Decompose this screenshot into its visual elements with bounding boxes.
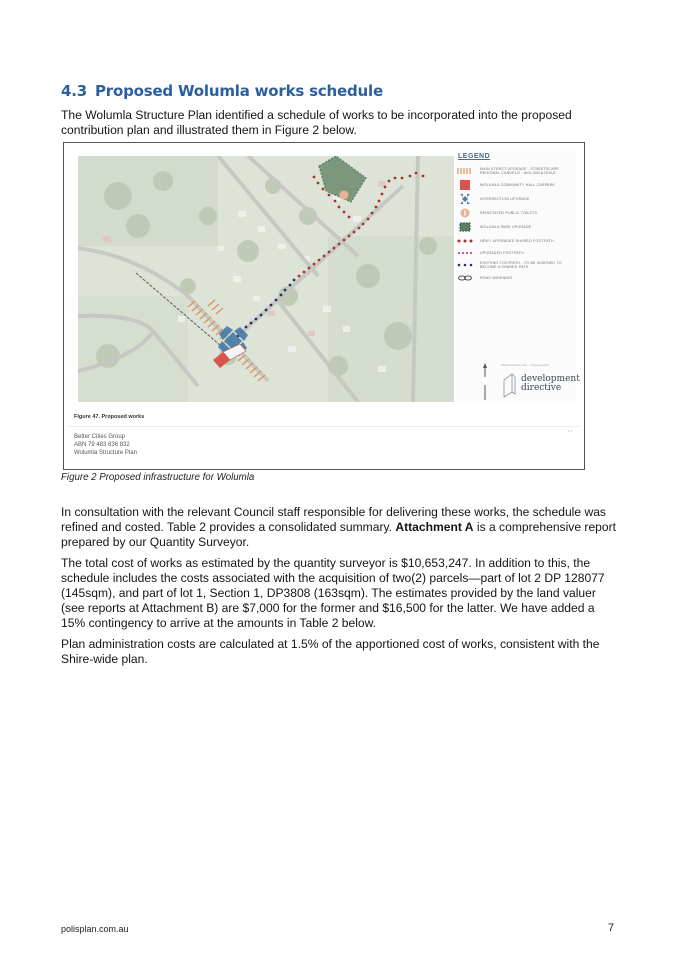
- legend-item-shared-footpath: NEW / UPGRADED SHARED FOOTPATH: [456, 235, 576, 247]
- legend-item-existing-footpath: EXISTING FOOTPATH - TO BE WIDENED TO BECOME A SHARED PATH: [456, 259, 576, 271]
- small-red-dots-icon: [456, 248, 474, 258]
- legend-item-upgraded-footpath: UPGRADED FOOTPATH: [456, 247, 576, 259]
- park-icon: [456, 222, 474, 232]
- legend-item-park: WOLUMLA PARK UPGRADE: [456, 221, 576, 233]
- map-graphic: [78, 156, 454, 402]
- logo-mark-icon: [501, 372, 517, 398]
- consultation-paragraph: In consultation with the relevant Council staff responsible for delivering these works, the schedule was refined and costed. Table 2 provides a consolidated summary. Attachment A is a comprehensive report prepared by our Quantity Surveyor.: [61, 505, 617, 549]
- legend-title: LEGEND: [458, 153, 491, 160]
- attachment-a-reference: Attachment A: [395, 520, 474, 534]
- figure-frame: [63, 142, 585, 470]
- footer-website: polisplan.com.au: [61, 924, 129, 934]
- figure-credits: Better Cities Group ABN 79 483 836 832 Wolumla Structure Plan: [74, 434, 137, 456]
- legend-item-toilets: REINSTATED PUBLIC TOILETS: [456, 207, 576, 219]
- legend-item-intersection: INTERSECTION UPGRADE: [456, 193, 576, 205]
- legend-item-carpark: WOLUMLA COMMUNITY HALL CARPARK: [456, 179, 576, 191]
- section-heading: [61, 82, 383, 100]
- navy-dots-icon: [456, 260, 474, 270]
- legend-item-road-widening: ROAD WIDENING: [456, 272, 576, 284]
- red-dots-icon: [456, 236, 474, 246]
- north-arrow-icon: [481, 363, 489, 401]
- red-square-icon: [456, 180, 474, 190]
- figure-divider: [68, 426, 580, 427]
- logo-text: development directive: [521, 374, 580, 393]
- figure-inner-caption: Figure 47. Proposed works: [74, 414, 145, 420]
- hatched-bar-icon: [456, 166, 474, 176]
- aerial-map: [78, 156, 454, 402]
- intro-paragraph: The Wolumla Structure Plan identified a schedule of works to be incorporated into the proposed contribution plan and illustrated them in Figure 2 below.: [61, 108, 572, 137]
- development-directive-logo: Wolumla Structure Plan — Proposed works development directive: [501, 370, 581, 400]
- toilet-icon: [456, 208, 474, 218]
- section-number: 4.3: [61, 82, 87, 100]
- page-number: 7: [608, 922, 615, 934]
- total-cost-paragraph: The total cost of works as estimated by the quantity surveyor is $10,653,247. In addition to this, the schedule includes the costs associated with the acquisition of two(2) parcels—part of lot 2 DP 128077 (145sqm), and part of lot 1, Section 1, DP3808 (163sqm). The estimates provided by the land valuer (see reports at Attachment B) are $7,000 for the former and $16,500 for the latter. We have added a 15% contingency to arrive at the amounts in Table 2 below.: [61, 556, 605, 630]
- intersection-cross-icon: [456, 194, 474, 204]
- figure-page-mark: • •: [568, 428, 572, 433]
- figure-caption: Figure 2 Proposed infrastructure for Wolumla: [61, 472, 255, 483]
- chain-link-icon: [456, 273, 474, 283]
- section-title: Proposed Wolumla works schedule: [94, 82, 383, 100]
- admin-costs-paragraph: Plan administration costs are calculated at 1.5% of the apportioned cost of works, consistent with the Shire-wide plan.: [61, 637, 600, 666]
- legend-item-main-street: MAIN STREET UPGRADE - STREETSCAPE REGIONAL CANDELO - WOLUMLA ROAD: [456, 165, 576, 177]
